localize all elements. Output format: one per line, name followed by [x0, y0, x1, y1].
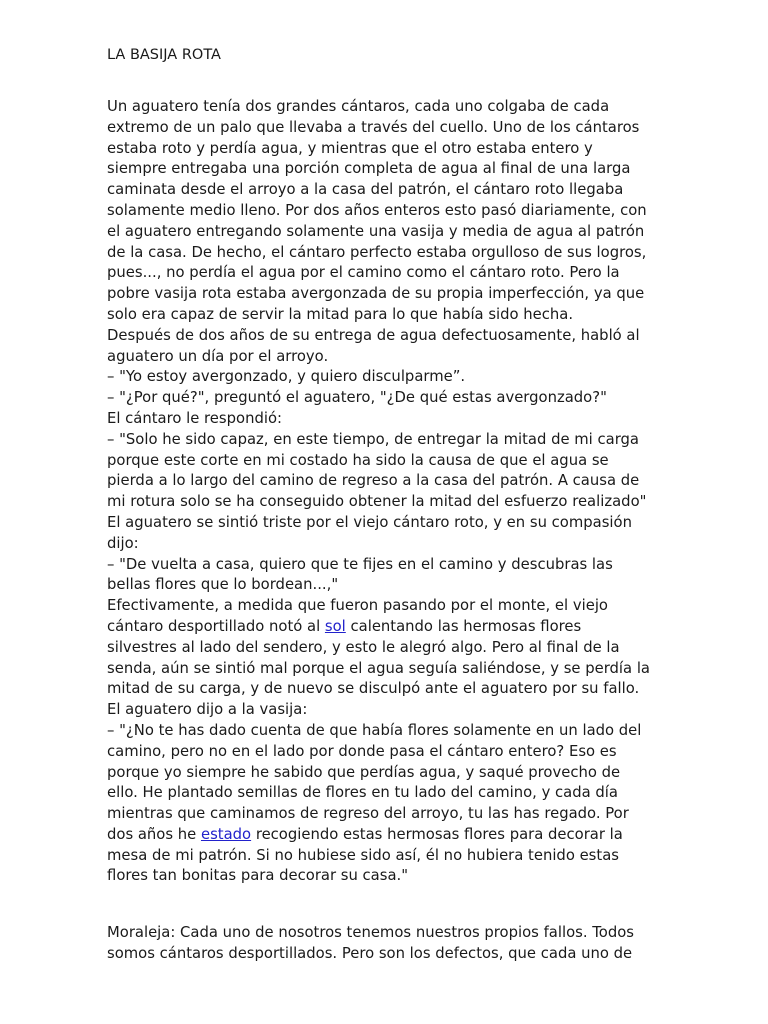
sol-link[interactable]: sol	[324, 617, 346, 635]
story-body	[107, 97, 667, 887]
body-line: El aguatero dijo a la vasija:	[107, 701, 308, 719]
body-line: silvestres al lado del sendero, y esto le alegró algo. Pero al final de la	[107, 638, 620, 656]
body-line: bellas flores que lo bordean...,"	[107, 576, 339, 594]
document-title: LA BASIJA ROTA	[107, 47, 221, 63]
body-line: porque yo siempre he sabido que perdías agua, y saqué provecho de	[107, 763, 621, 781]
body-line: flores tan bonitas para decorar su casa."	[107, 867, 409, 885]
body-line: senda, aún se sintió mal porque el agua seguía saliéndose, y se perdía la	[107, 659, 650, 677]
line-text: dos años he	[107, 825, 201, 843]
body-line: – "De vuelta a casa, quiero que te fijes en el camino y descubras las	[107, 555, 613, 573]
body-line: Después de dos años de su entrega de agua defectuosamente, habló al	[107, 326, 640, 344]
body-line: siempre entregaba una porción completa de agua al final de una larga	[107, 160, 631, 178]
body-line: – "¿No te has dado cuenta de que había flores solamente en un lado del	[107, 721, 642, 739]
body-line: dijo:	[107, 534, 139, 552]
body-line: mi rotura solo se ha conseguido obtener la mitad del esfuerzo realizado"	[107, 493, 647, 511]
body-line: mitad de su carga, y de nuevo se disculpó ante el aguatero por su fallo.	[107, 680, 640, 698]
body-line: ello. He plantado semillas de flores en tu lado del camino, y cada día	[107, 784, 618, 802]
body-line: mesa de mi patrón. Si no hubiese sido así, él no hubiera tenido estas	[107, 846, 619, 864]
body-line: – "Solo he sido capaz, en este tiempo, de entregar la mitad de mi carga	[107, 430, 639, 448]
body-line: El aguatero se sintió triste por el viejo cántaro roto, y en su compasión	[107, 513, 632, 531]
body-line: de la casa. De hecho, el cántaro perfecto estaba orgulloso de sus logros,	[107, 243, 647, 261]
line-text: cántaro desportillado notó al	[107, 617, 325, 635]
body-line: pierda a lo largo del camino de regreso a la casa del patrón. A causa de	[107, 472, 640, 490]
moral-line: Moraleja: Cada uno de nosotros tenemos nuestros propios fallos. Todos	[107, 924, 634, 941]
moral-line: somos cántaros desportillados. Pero son los defectos, que cada uno de	[107, 944, 633, 962]
body-line: El cántaro le respondió:	[107, 409, 282, 427]
body-line: aguatero un día por el arroyo.	[107, 347, 329, 365]
body-line: camino, pero no en el lado por donde pasa el cántaro entero? Eso es	[107, 742, 617, 760]
body-line: extremo de un palo que llevaba a través del cuello. Uno de los cántaros	[107, 118, 640, 136]
body-line: el aguatero entregando solamente una vasija y media de agua al patrón	[107, 222, 645, 240]
body-line: – "Yo estoy avergonzado, y quiero disculparme”.	[107, 368, 466, 386]
body-line: solamente medio lleno. Por dos años enteros esto pasó diariamente, con	[107, 201, 647, 219]
body-line: caminata desde el arroyo a la casa del patrón, el cántaro roto llegaba	[107, 181, 624, 199]
body-line: porque este corte en mi costado ha sido la causa de que el agua se	[107, 451, 609, 469]
body-line: solo era capaz de servir la mitad para lo que había sido hecha.	[107, 305, 574, 323]
body-line: Efectivamente, a medida que fueron pasando por el monte, el viejo	[107, 597, 608, 615]
line-text: calentando las hermosas flores	[345, 617, 582, 635]
body-line: estaba roto y perdía agua, y mientras que el otro estaba entero y	[107, 139, 593, 157]
moral-paragraph	[107, 923, 667, 965]
body-line-with-link	[107, 825, 667, 846]
line-text: recogiendo estas hermosas flores para decorar la	[251, 825, 623, 843]
body-line-with-link	[107, 617, 667, 638]
body-line: pobre vasija rota estaba avergonzada de su propia imperfección, ya que	[107, 285, 645, 303]
estado-link[interactable]: estado	[200, 825, 252, 843]
body-line: – "¿Por qué?", preguntó el aguatero, "¿De qué estas avergonzado?"	[107, 389, 607, 407]
body-line: mientras que caminamos de regreso del arroyo, tu las has regado. Por	[107, 805, 629, 823]
body-line: pues..., no perdía el agua por el camino como el cántaro roto. Pero la	[107, 264, 620, 282]
body-line: Un aguatero tenía dos grandes cántaros, cada uno colgaba de cada	[107, 98, 610, 115]
